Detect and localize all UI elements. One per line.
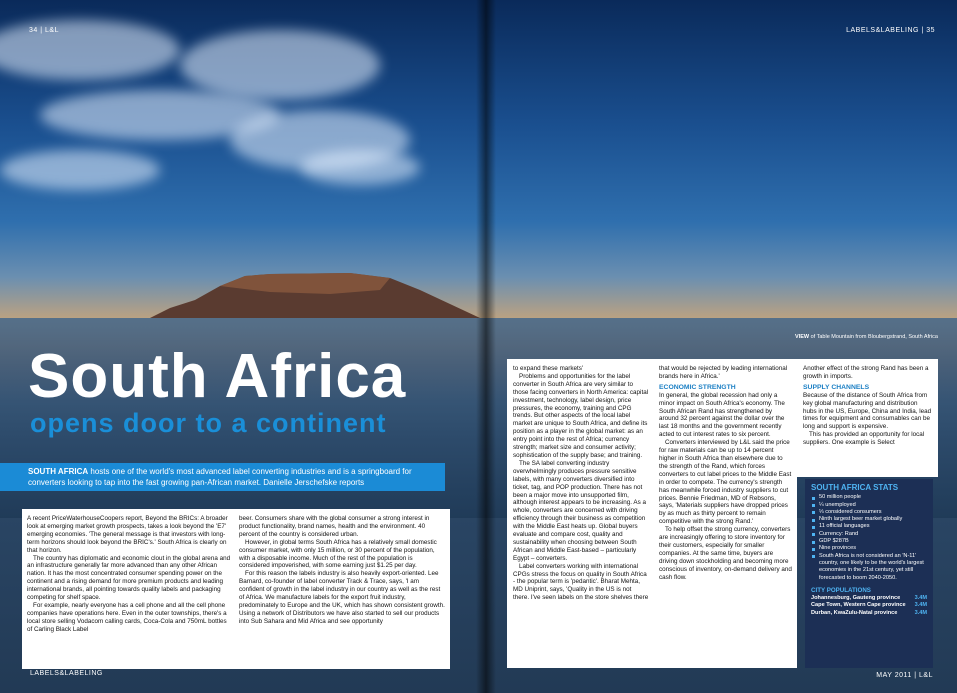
cloud-shape — [0, 20, 180, 80]
stats-item: South Africa is not considered an 'N-11' country, one likely to be the world's largest economies in the 21st century, yet still forecasted to boom 2040-2050. — [811, 553, 927, 582]
caption-text: of Table Mountain from Bloubergstrand, South Africa — [809, 334, 938, 340]
paragraph: However, in global terms South Africa has a relatively small domestic consumer market, with only 15 million, or 30 percent of the population, with a disposable income. Much of the rest of the population is considered impoverished, with some earning just $1.25 per day. — [239, 538, 437, 570]
stats-title: SOUTH AFRICA STATS — [811, 483, 899, 492]
paragraph: Label converters working with international CPGs stress the focus on quality in South Africa - the popular term is 'pedantic'. Bharat Mehta, MD Uniprint, says, 'Quality in the US is not there. I've seen labels on the store shelves there — [513, 562, 649, 602]
city-row — [811, 602, 927, 609]
stats-item: ¼ unemployed — [811, 502, 927, 509]
page-number: 34 — [29, 27, 38, 34]
stats-item: 50 million people — [811, 494, 927, 501]
cloud-shape — [300, 150, 420, 185]
city-value: 3.4M — [914, 609, 927, 616]
article-title: South Africa — [28, 342, 407, 411]
caption-lead: VIEW — [795, 334, 810, 340]
city-populations-title: CITY POPULATIONS — [811, 586, 871, 594]
article-subtitle: opens door to a continent — [30, 408, 387, 438]
stats-item: GDP $287B — [811, 538, 927, 545]
city-name: Johannesburg, Gauteng province — [811, 595, 901, 602]
paragraph: Converters interviewed by L&L said the price for raw materials can be up to 14 percent higher in South Africa than elsewhere due to the strength of the Rand, which forces converters to cut label prices to the Middle East in order to compete. The currency's strength has meanwhile forced industry suppliers to cut prices. Bennie Friedman, MD of Rebsons, says, 'Materials suppliers have dropped prices by as much as thirty percent to remain competitive with the strong Rand.' — [659, 439, 792, 526]
paragraph: For this reason the labels industry is also heavily export-oriented. Lee Barnard, co-founder of label converter Track & Trace, says, 'I am confident of growth in the label industry in our country as well as the rest of Africa. We manufacture labels for the export fruit industry, predominately to Europe and the UK, which has shown consistent growth. Using a network of Distributors we have also started to sell our products into Sub Sahara and Mid Africa and see opportunity — [239, 570, 445, 625]
deck-text: hosts one of the world's most advanced label converting industries and is a springboard for converters looking to tap into the fast growing pan-African market. Danielle Jerschefske reports — [28, 467, 412, 487]
city-row — [811, 595, 927, 602]
left-folio: 34 | L&L — [29, 27, 59, 34]
brand-mark: L&L — [919, 672, 933, 679]
text-column-1 — [27, 515, 231, 663]
text-column-3 — [513, 365, 649, 662]
section-heading: ECONOMIC STRENGTH — [659, 383, 736, 391]
text-column-2 — [239, 515, 445, 663]
stats-sidebar — [805, 479, 933, 668]
deck-lead: SOUTH AFRICA — [28, 467, 89, 476]
paragraph: To help offset the strong currency, converters are increasingly offering to store inventory for their customers, especially for smaller companies. At the same time, buyers are driving down stockholding and becoming more conscious of inventory, on-demand delivery and cash flow. — [659, 526, 792, 581]
paragraph: Another effect of the strong Rand has been a growth in imports. — [803, 365, 929, 380]
city-value: 3.4M — [914, 595, 927, 602]
paragraph: The SA label converting industry overwhelmingly produces pressure sensitive labels, with many converters diversified into ticket, tag, and POP production. There has not been a major move into unsupported film, although interest appears to be increasing. As a whole, converters are concerned with driving efficiency through their business as competition with the Middle East heats up. Global buyers evaluate and compare cost, quality and sustainability when choosing between South African and Middle East-based – particularly Egypt – converters. — [513, 459, 647, 562]
paragraph: Because of the distance of South Africa from key global manufacturing and distribution hubs in the US, Europe, China and India, lead times for equipment and consumables can be long and support is expensive. — [803, 391, 932, 431]
stats-item: Currency: Rand — [811, 531, 927, 538]
issue-date: MAY 2011 — [876, 672, 912, 679]
section-heading: SUPPLY CHANNELS — [803, 383, 870, 391]
stats-item: 11 official languages — [811, 523, 927, 530]
brand-mark: L&L — [45, 27, 59, 34]
stats-item: ⅓ considered consumers — [811, 509, 927, 516]
paragraph: that would be rejected by leading international brands here in Africa.' — [659, 365, 788, 380]
paragraph: Problems and opportunities for the label converter in South Africa are very similar to those facing converters in North America: capital investment, technology, label design, price pressures, the economy, training and CPG trends. But other aspects of the local label market are unique to South Africa, and define its position as a player in the global market: as an entry point into the rest of Africa; currency strength; market size and consumer activity; sophistication of the supply base; and training. — [513, 372, 649, 459]
cloud-shape — [0, 150, 160, 190]
stats-list — [811, 494, 927, 582]
stats-item: Nine provinces — [811, 545, 927, 552]
paragraph: In general, the global recession had only a minor impact on South Africa's economy. The South African Rand has strengthened by around 32 percent against the dollar over the last 18 months and the government recently acted to cut interest rates to six percent. — [659, 391, 785, 439]
right-folio: LABELS&LABELING | 35 — [846, 27, 935, 34]
text-column-5 — [803, 365, 932, 471]
paragraph: to expand these markets' — [513, 365, 584, 372]
table-mountain-silhouette — [150, 268, 480, 320]
article-deck — [0, 463, 445, 491]
left-text-box — [22, 509, 450, 669]
brand-mark: LABELS&LABELING — [846, 27, 919, 34]
left-footer: LABELS&LABELING — [30, 670, 103, 677]
page-number: 35 — [926, 27, 935, 34]
right-text-box-main — [507, 359, 797, 668]
paragraph: beer. Consumers share with the global consumer a strong interest in product functionality, brand names, health and the environment. 40 percent of the country is considered urban. — [239, 515, 430, 538]
city-name: Cape Town, Western Cape province — [811, 602, 906, 609]
text-column-4 — [659, 365, 792, 662]
cloud-shape — [180, 30, 380, 100]
city-value: 3.4M — [914, 602, 927, 609]
paragraph: The country has diplomatic and economic clout in the global arena and an infrastructure generally far more advanced than any other African nation. It has the most concentrated consumer spending power on the continent and a rising demand for more premium products and leading international brands, all pointing towards quality labels and packaging competing for shelf space. — [27, 554, 231, 602]
city-name: Durban, KwaZulu-Natal province — [811, 609, 898, 616]
right-footer: MAY 2011 | L&L — [876, 672, 933, 679]
city-row — [811, 610, 927, 617]
paragraph: This has provided an opportunity for local suppliers. One example is Select — [803, 431, 925, 447]
photo-caption — [795, 334, 938, 340]
stats-item: Ninth largest beer market globally — [811, 516, 927, 523]
paragraph: For example, nearly everyone has a cell phone and all the cell phone companies have operations here. Even in the outer townships, there's a local store selling Vodacom calling cards, Coca-Cola and 750mL bottles of Carling Black Label — [27, 601, 227, 633]
page-gutter — [476, 0, 496, 693]
right-text-box-side — [797, 359, 938, 477]
paragraph: A recent PriceWaterhouseCoopers report, Beyond the BRICs: A broader look at emerging market growth prospects, takes a look beyond the 'E7' emerging economies. 'The general message is that investors with long-term horizons should look beyond the BRIC's.' South Africa is clearly on that horizon. — [27, 515, 228, 554]
